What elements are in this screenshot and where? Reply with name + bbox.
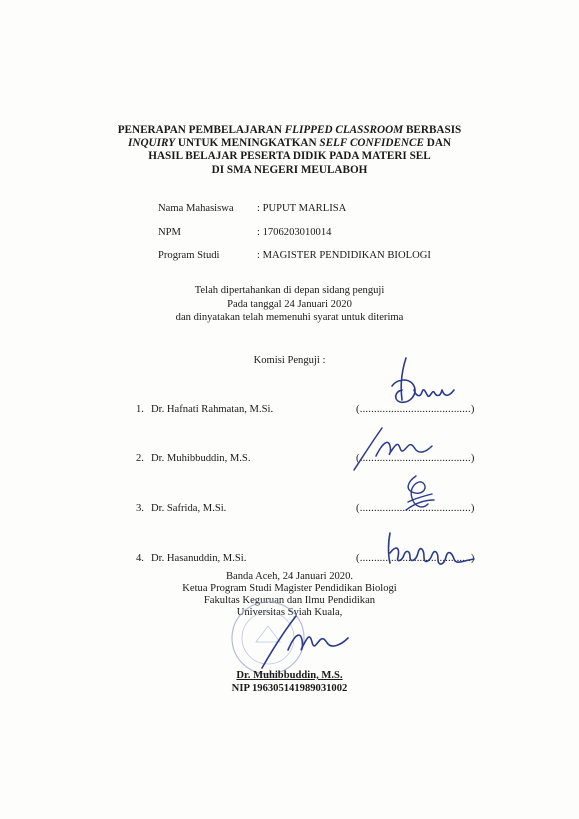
defense-statement bbox=[0, 284, 579, 325]
member-4-number: 4. bbox=[136, 553, 144, 564]
program-label: Program Studi bbox=[158, 250, 220, 261]
title-line-3: HASIL BELAJAR PESERTA DIDIK PADA MATERI SEL bbox=[148, 150, 431, 163]
member-1-name: Dr. Hafnati Rahmatan, M.Si. bbox=[151, 404, 274, 415]
signature-member-1 bbox=[384, 356, 464, 418]
member-4-signature-line: (.......................................) bbox=[356, 553, 475, 564]
member-4 bbox=[136, 553, 246, 564]
signature-member-2 bbox=[352, 424, 444, 472]
member-1 bbox=[136, 404, 273, 415]
signature-member-3 bbox=[398, 474, 438, 514]
signature-member-4 bbox=[384, 531, 478, 571]
member-4-name: Dr. Hasanuddin, M.Si. bbox=[151, 553, 247, 564]
npm-value: : 1706203010014 bbox=[257, 227, 332, 238]
npm-label: NPM bbox=[158, 227, 181, 238]
committee-heading: Komisi Penguji : bbox=[253, 355, 326, 366]
statement-line-3: dan dinyatakan telah memenuhi syarat untuk diterima bbox=[175, 312, 404, 324]
statement-line-2: Pada tanggal 24 Januari 2020 bbox=[227, 298, 352, 310]
member-3-signature-line: (.......................................) bbox=[356, 503, 475, 514]
member-1-number: 1. bbox=[136, 404, 144, 415]
closing-place-date: Banda Aceh, 24 Januari 2020. bbox=[225, 571, 354, 582]
student-name-value: : PUPUT MARLISA bbox=[257, 203, 347, 214]
signer-name: Dr. Muhibbuddin, M.S. bbox=[236, 670, 343, 681]
thesis-title bbox=[0, 124, 579, 177]
signature-chair bbox=[258, 612, 354, 672]
closing-position: Ketua Program Studi Magister Pendidikan Biologi bbox=[182, 583, 397, 594]
member-2-name: Dr. Muhibbuddin, M.S. bbox=[151, 453, 251, 464]
signer-nip: NIP 196305141989031002 bbox=[231, 683, 348, 694]
closing-faculty: Fakultas Keguruan dan Ilmu Pendidikan bbox=[203, 595, 376, 606]
member-2-signature-line: (.......................................) bbox=[356, 453, 475, 464]
title-line-2: INQUIRY UNTUK MENINGKATKAN SELF CONFIDENCE DAN bbox=[128, 137, 451, 150]
member-1-signature-line: (.......................................) bbox=[356, 404, 475, 415]
member-3-name: Dr. Safrida, M.Si. bbox=[151, 503, 227, 514]
member-3 bbox=[136, 503, 226, 514]
member-2-number: 2. bbox=[136, 453, 144, 464]
title-line-1: PENERAPAN PEMBELAJARAN FLIPPED CLASSROOM BERBASIS bbox=[117, 124, 462, 136]
student-name-label: Nama Mahasiswa bbox=[158, 203, 234, 214]
closing-university: Universitas Syiah Kuala, bbox=[236, 607, 343, 618]
statement-line-1: Telah dipertahankan di depan sidang penguji bbox=[194, 285, 385, 296]
signer-block bbox=[0, 669, 579, 695]
title-line-4: DI SMA NEGERI MEULABOH bbox=[211, 163, 368, 176]
program-value: : MAGISTER PENDIDIKAN BIOLOGI bbox=[257, 250, 431, 261]
member-3-number: 3. bbox=[136, 503, 144, 514]
member-2 bbox=[136, 453, 250, 464]
